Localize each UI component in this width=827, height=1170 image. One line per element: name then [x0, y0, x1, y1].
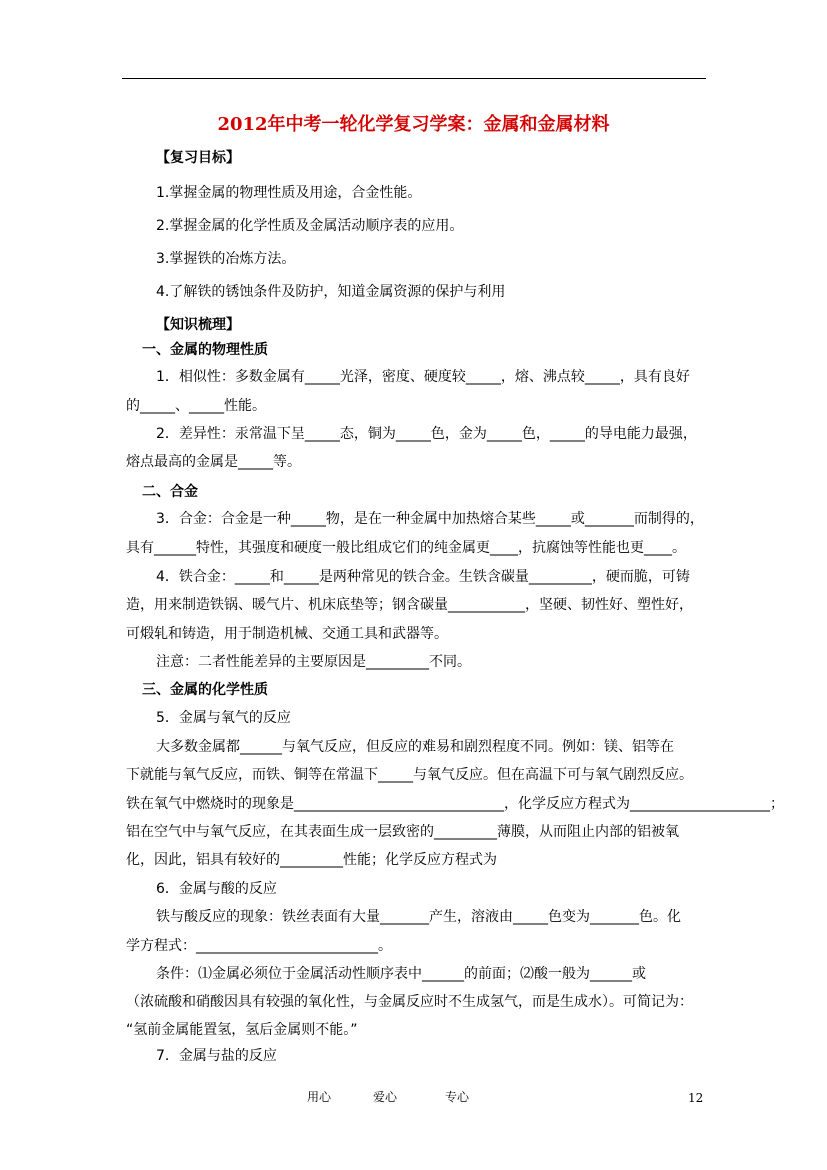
item-6-line-4: （浓硫酸和硝酸因具有较强的氧化性，与金属反应时不生成氢气，而是生成水）。可简记为： — [126, 994, 693, 1010]
section-1-heading: 一、金属的物理性质 — [142, 342, 268, 358]
section-3-heading: 三、金属的化学性质 — [142, 682, 268, 698]
goal-2: 2.掌握金属的化学性质及金属活动顺序表的应用。 — [156, 218, 464, 234]
item-3-line-2: 具有______特性，其强度和硬度一般比组成它们的纯金属更____，抗腐蚀等性能也更____。 — [126, 540, 686, 556]
item-7-heading: 7．金属与盐的反应 — [156, 1048, 277, 1064]
header-rule — [122, 78, 706, 79]
heading-review-goals: 【复习目标】 — [156, 150, 240, 166]
item-5-line-2: 下就能与氧气反应，而铁、铜等在常温下_____与氧气反应。但在高温下可与氧气剧烈反应。 — [126, 767, 693, 783]
item-4-line-2: 造，用来制造铁锅、暖气片、机床底垫等；钢含碳量___________，坚硬、韧性好、塑性好， — [126, 597, 693, 613]
item-5-line-4: 铝在空气中与氧气反应，在其表面生成一层致密的_________薄膜，从而阻止内部的铝被氧 — [126, 824, 679, 840]
page-number: 12 — [688, 1091, 704, 1105]
section-2-heading: 二、合金 — [142, 484, 198, 500]
item-5-line-5: 化，因此，铝具有较好的_________性能；化学反应方程式为 — [126, 852, 497, 868]
item-4-line-3: 可煅轧和铸造，用于制造机械、交通工具和武器等。 — [126, 626, 448, 642]
item-2-line-1: 2．差异性：汞常温下呈_____态，铜为_____色，金为_____色，_____的导电能力最强， — [156, 426, 697, 442]
item-1-line-1: 1．相似性：多数金属有_____光泽，密度、硬度较_____，熔、沸点较_____，具有良好 — [156, 369, 690, 385]
goal-4: 4.了解铁的锈蚀条件及防护，知道金属资源的保护与利用 — [156, 284, 506, 300]
footer-motto-2: 爱心 — [373, 1090, 398, 1104]
item-4-line-1: 4．铁合金：_____和_____是两种常见的铁合金。生铁含碳量_________，硬而脆，可铸 — [156, 569, 690, 585]
item-1-line-2: 的_____、_____性能。 — [126, 398, 266, 414]
item-6-line-5: “氢前金属能置氢，氢后金属则不能。” — [126, 1022, 358, 1038]
item-5-line-3: 铁在氧气中燃烧时的现象是______________________________，化学反应方程式为____________________； — [126, 796, 784, 812]
footer-motto-1: 用心 — [307, 1090, 332, 1104]
item-3-line-1: 3．合金：合金是一种_____物，是在一种金属中加热熔合某些_____或_______而制得的， — [156, 511, 704, 527]
document-title: 2012年中考一轮化学复习学案：金属和金属材料 — [217, 114, 610, 135]
item-6-heading: 6．金属与酸的反应 — [156, 881, 277, 897]
note-line: 注意：二者性能差异的主要原因是_________不同。 — [156, 654, 471, 670]
footer-motto-3: 专心 — [445, 1090, 470, 1104]
goal-3: 3.掌握铁的冶炼方法。 — [156, 251, 296, 267]
item-2-line-2: 熔点最高的金属是_____等。 — [126, 454, 301, 470]
item-5-heading: 5．金属与氧气的反应 — [156, 710, 291, 726]
goal-1: 1.掌握金属的物理性质及用途，合金性能。 — [156, 185, 422, 201]
item-6-line-1: 铁与酸反应的现象：铁丝表面有大量_______产生，溶液由_____色变为_______色。化 — [156, 909, 681, 925]
item-6-line-3: 条件：⑴金属必须位于金属活动性顺序表中______的前面；⑵酸一般为______或 — [156, 966, 646, 982]
item-6-line-2: 学方程式：__________________________。 — [126, 938, 392, 954]
item-5-line-1: 大多数金属都______与氧气反应，但反应的难易和剧烈程度不同。例如：镁、铝等在 — [156, 739, 674, 755]
heading-knowledge: 【知识梳理】 — [156, 317, 240, 333]
